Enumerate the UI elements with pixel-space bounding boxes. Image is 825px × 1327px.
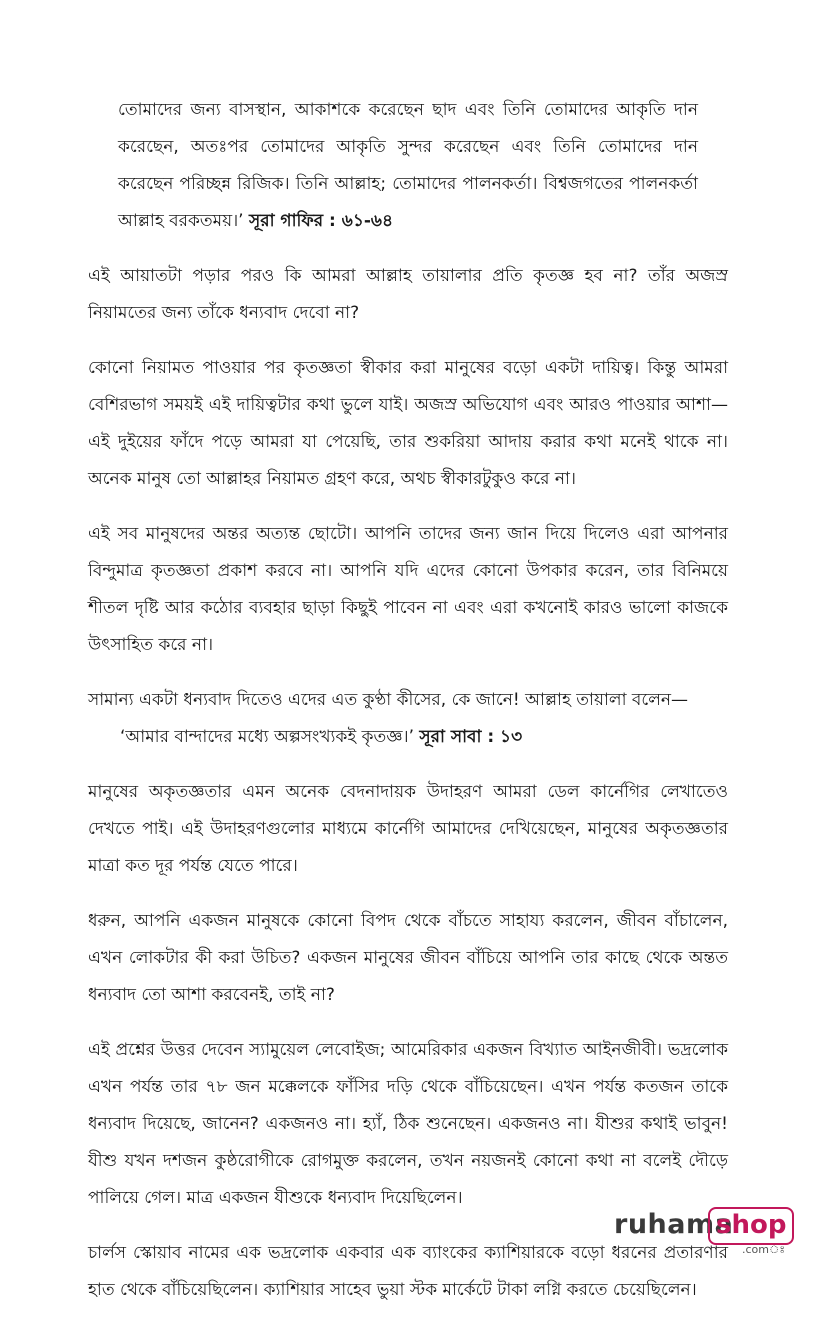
logo-text-domain: .comঃ [742,1243,786,1256]
paragraph: এই সব মানুষদের অন্তর অত্যন্ত ছোটো। আপনি তাদের জন্য জান দিয়ে দিলেও এরা আপনার বিন্দুমাত্র কৃতজ্ঞতা প্রকাশ করবে না। আপনি যদি এদের কোনো উপকার করেন, তার বিনিময়ে শীতল দৃষ্টি আর কঠোর ব্যবহার ছাড়া কিছুই পাবেন না এবং এরা কখনোই কারও ভালো কাজকে উৎসাহিত করে না। [88,524,728,655]
quote-paragraph-gafir [88,92,698,240]
paragraph: মানুষের অকৃতজ্ঞতার এমন অনেক বেদনাদায়ক উদাহরণ আমরা ডেল কার্নেগির লেখাতেও দেখতে পাই। এই উদাহরণগুলোর মাধ্যমে কার্নেগি আমাদের দেখিয়েছেন, মানুষের অকৃতজ্ঞতার মাত্রা কত দূর পর্যন্ত যেতে পারে। [88,782,728,876]
quote-text: তোমাদের জন্য বাসস্থান, আকাশকে করেছেন ছাদ এবং তিনি তোমাদের আকৃতি দান করেছেন, অতঃপর তোমাদের আকৃতি সুন্দর করেছেন এবং তিনি তোমাদের দান করেছেন পরিচ্ছন্ন রিজিক। তিনি আল্লাহ; তোমাদের পালনকর্তা। বিশ্বজগতের পালনকর্তা আল্লাহ বরকতময়।’ [118,100,698,231]
page-body [88,92,728,1327]
paragraph: চার্লস স্কোয়াব নামের এক ভদ্রলোক একবার এক ব্যাংকের ক্যাশিয়ারকে বড়ো ধরনের প্রতারণার হাত থেকে বাঁচিয়েছিলেন। ক্যাশিয়ার সাহেব ভুয়া স্টক মার্কেটে টাকা লগ্নি করতে চেয়েছিলেন। [88,1243,728,1300]
quote-paragraph-saba [88,719,728,756]
paragraph: সামান্য একটা ধন্যবাদ দিতেও এদের এত কুণ্ঠা কীসের, কে জানে! আল্লাহ তায়ালা বলেন— [88,690,689,710]
surah-reference: সূরা সাবা : ১৩ [419,727,523,747]
logo-text-ruhama: ruhama [614,1209,734,1240]
paragraph: কোনো নিয়ামত পাওয়ার পর কৃতজ্ঞতা স্বীকার করা মানুষের বড়ো একটা দায়িত্ব। কিন্তু আমরা বেশিরভাগ সময়ই এই দায়িত্বটার কথা ভুলে যাই। অজস্র অভিযোগ এবং আরও পাওয়ার আশা—এই দুইয়ের ফাঁদে পড়ে আমরা যা পেয়েছি, তার শুকরিয়া আদায় করার কথা মনেই থাকে না। অনেক মানুষ তো আল্লাহর নিয়ামত গ্রহণ করে, অথচ স্বীকারটুকুও করে না। [88,358,728,489]
paragraph: এই আয়াতটা পড়ার পরও কি আমরা আল্লাহ তায়ালার প্রতি কৃতজ্ঞ হব না? তাঁর অজস্র নিয়ামতের জন্য তাঁকে ধন্যবাদ দেবো না? [88,266,728,323]
paragraph: ধরুন, আপনি একজন মানুষকে কোনো বিপদ থেকে বাঁচতে সাহায্য করলেন, জীবন বাঁচালেন, এখন লোকটার কী করা উচিত? একজন মানুষের জীবন বাঁচিয়ে আপনি তার কাছে থেকে অন্তত ধন্যবাদ তো আশা করবেনই, তাই না? [88,911,728,1005]
surah-reference: সূরা গাফির : ৬১-৬৪ [249,211,393,231]
ruhamashop-logo [614,1203,787,1256]
paragraph: এই প্রশ্নের উত্তর দেবেন স্যামুয়েল লেবোইজ; আমেরিকার একজন বিখ্যাত আইনজীবী। ভদ্রলোক এখন পর্যন্ত তার ৭৮ জন মক্কেলকে ফাঁসির দড়ি থেকে বাঁচিয়েছেন। এখন পর্যন্ত কতজন তাকে ধন্যবাদ দিয়েছে, জানেন? একজনও না। হ্যাঁ, ঠিক শুনেছেন। একজনও না। যীশুর কথাই ভাবুন! যীশু যখন দশজন কুষ্ঠরোগীকে রোগমুক্ত করলেন, তখন নয়জনই কোনো কথা না বলেই দৌড়ে পালিয়ে গেল। মাত্র একজন যীশুকে ধন্যবাদ দিয়েছিলেন। [88,1040,728,1208]
quote-text: ‘আমার বান্দাদের মধ্যে অল্পসংখ্যকই কৃতজ্ঞ।’ [120,727,415,747]
logo-text-shop: shop [708,1207,794,1245]
